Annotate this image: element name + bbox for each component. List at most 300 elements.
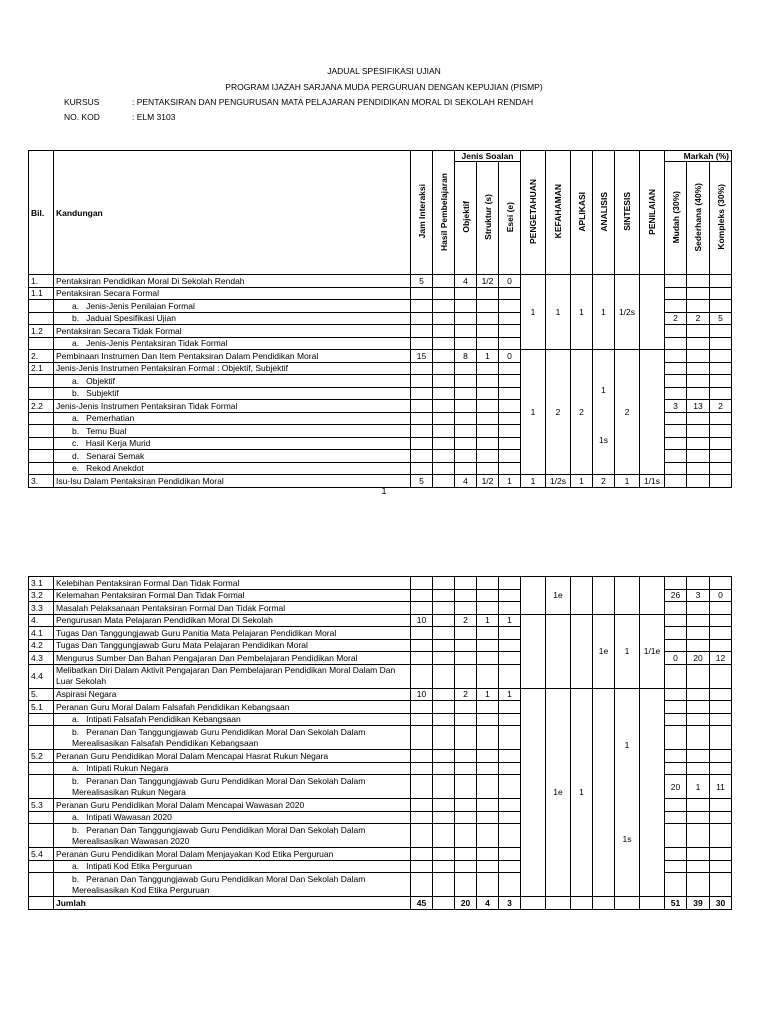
total-level xyxy=(593,897,615,910)
kompleks-value xyxy=(710,602,732,615)
row-content: Peranan Guru Moral Dalam Falsafah Pendidikan Kebangsaan xyxy=(54,701,411,714)
col-mudah: Mudah (30%) xyxy=(665,162,687,275)
struktur-value xyxy=(477,799,499,812)
jam-value xyxy=(411,799,433,812)
level-kef: 1 xyxy=(546,275,571,350)
struktur-value xyxy=(477,750,499,763)
level-apl xyxy=(571,614,593,688)
col-esei: Esei (e) xyxy=(499,162,521,275)
struktur-value xyxy=(477,589,499,602)
row-content: Masalah Pelaksanaan Pentaksiran Formal Dan Tidak Formal xyxy=(54,602,411,615)
level-peng xyxy=(521,577,546,615)
doc-title: JADUAL SPESIFIKASI UJIAN xyxy=(327,66,441,76)
esei-value: 0 xyxy=(499,275,521,288)
mudah-value xyxy=(665,425,687,438)
esei-value xyxy=(499,701,521,714)
row-content: Isu-Isu Dalam Pentaksiran Pendidikan Moral xyxy=(54,475,411,488)
row-number xyxy=(29,860,54,873)
row-content: b. Peranan Dan Tanggungjawab Guru Pendidikan Moral Dan Sekolah Dalam Merealisasikan Rukun Negara xyxy=(54,775,411,799)
row-content: Pengurusan Mata Pelajaran Pendidikan Moral Di Sekolah xyxy=(54,614,411,627)
kompleks-value xyxy=(710,287,732,300)
row-number xyxy=(29,873,54,897)
row-number xyxy=(29,450,54,463)
jam-value: 15 xyxy=(411,350,433,363)
sederhana-value xyxy=(687,325,710,338)
struktur-value xyxy=(477,300,499,313)
esei-value xyxy=(499,462,521,475)
esei-value xyxy=(499,287,521,300)
objektif-value xyxy=(455,577,477,590)
jam-value: 5 xyxy=(411,475,433,488)
mudah-value xyxy=(665,811,687,824)
esei-value xyxy=(499,824,521,848)
sederhana-value xyxy=(687,824,710,848)
total-sederhana: 39 xyxy=(687,897,710,910)
sederhana-value: 2 xyxy=(687,312,710,325)
mudah-value xyxy=(665,688,687,701)
hasil-value xyxy=(433,811,455,824)
hasil-value xyxy=(433,450,455,463)
sederhana-value: 3 xyxy=(687,589,710,602)
total-esei: 3 xyxy=(499,897,521,910)
kompleks-value xyxy=(710,577,732,590)
row-number: 4.2 xyxy=(29,639,54,652)
row-content: b. Subjektif xyxy=(54,387,411,400)
jam-value xyxy=(411,726,433,750)
jam-value xyxy=(411,750,433,763)
hasil-value xyxy=(433,614,455,627)
row-content: Mengurus Sumber Dan Bahan Pengajaran Dan Pembelajaran Pendidikan Moral xyxy=(54,652,411,665)
struktur-value xyxy=(477,312,499,325)
row-content: Tugas Dan Tanggungjawab Guru Panitia Mata Pelajaran Pendidikan Moral xyxy=(54,627,411,640)
struktur-value xyxy=(477,287,499,300)
objektif-value xyxy=(455,811,477,824)
struktur-value: 1 xyxy=(477,688,499,701)
program-name: PROGRAM IJAZAH SARJANA MUDA PERGURUAN DENGAN KEPUJIAN (PISMP) xyxy=(225,82,543,92)
mudah-value xyxy=(665,437,687,450)
cell-value: 1s xyxy=(622,834,632,845)
row-content: a. Intipati Kod Etika Perguruan xyxy=(54,860,411,873)
row-number: 2.2 xyxy=(29,400,54,413)
row-content: Jenis-Jenis Instrumen Pentaksiran Formal : Objektif, Subjektif xyxy=(54,362,411,375)
level-ana: 2 xyxy=(593,475,615,488)
kompleks-value xyxy=(710,337,732,350)
kursus-value: : PENTAKSIRAN DAN PENGURUSAN MATA PELAJARAN PENDIDIKAN MORAL DI SEKOLAH RENDAH xyxy=(132,97,534,107)
sederhana-value: 1 xyxy=(687,775,710,799)
objektif-value xyxy=(455,387,477,400)
hasil-value xyxy=(433,602,455,615)
hasil-value xyxy=(433,589,455,602)
jam-value xyxy=(411,860,433,873)
row-content: a. Intipati Falsafah Pendidikan Kebangsaan xyxy=(54,713,411,726)
row-content: Pentaksiran Secara Formal xyxy=(54,287,411,300)
esei-value xyxy=(499,811,521,824)
esei-value xyxy=(499,325,521,338)
jam-value xyxy=(411,387,433,400)
table-row xyxy=(29,688,732,701)
level-sin: 1 xyxy=(615,614,640,688)
sederhana-value xyxy=(687,425,710,438)
table-row xyxy=(29,350,732,363)
mudah-value xyxy=(665,614,687,627)
jam-value xyxy=(411,664,433,688)
kompleks-value xyxy=(710,701,732,714)
sederhana-value xyxy=(687,275,710,288)
cell-value: 1 xyxy=(624,740,630,751)
row-number xyxy=(29,762,54,775)
level-kef xyxy=(546,614,571,688)
row-number: 1.2 xyxy=(29,325,54,338)
row-number: 4.1 xyxy=(29,627,54,640)
row-number xyxy=(29,387,54,400)
kursus-label: KURSUS xyxy=(64,97,100,107)
esei-value xyxy=(499,450,521,463)
objektif-value xyxy=(455,312,477,325)
sederhana-value xyxy=(687,726,710,750)
sederhana-value xyxy=(687,811,710,824)
mudah-value xyxy=(665,300,687,313)
row-content: d. Senarai Semak xyxy=(54,450,411,463)
level-peng xyxy=(521,688,546,897)
objektif-value xyxy=(455,873,477,897)
objektif-value xyxy=(455,450,477,463)
struktur-value xyxy=(477,602,499,615)
jam-value xyxy=(411,312,433,325)
esei-value xyxy=(499,602,521,615)
total-level xyxy=(521,897,546,910)
table-row xyxy=(29,614,732,627)
hasil-value xyxy=(433,412,455,425)
spec-table-part1 xyxy=(28,150,732,488)
objektif-value xyxy=(455,750,477,763)
sederhana-value xyxy=(687,450,710,463)
kompleks-value xyxy=(710,450,732,463)
row-content: Aspirasi Negara xyxy=(54,688,411,701)
struktur-value xyxy=(477,775,499,799)
hasil-value xyxy=(433,688,455,701)
row-number: 1.1 xyxy=(29,287,54,300)
kompleks-value xyxy=(710,627,732,640)
mudah-value xyxy=(665,287,687,300)
objektif-value xyxy=(455,799,477,812)
sederhana-value xyxy=(687,688,710,701)
sederhana-value xyxy=(687,614,710,627)
mudah-value xyxy=(665,387,687,400)
jam-value xyxy=(411,602,433,615)
sederhana-value xyxy=(687,577,710,590)
row-number: 4. xyxy=(29,614,54,627)
sederhana-value xyxy=(687,627,710,640)
objektif-value xyxy=(455,337,477,350)
total-label: Jumlah xyxy=(54,897,411,910)
row-content: Pentaksiran Secara Tidak Formal xyxy=(54,325,411,338)
jam-value xyxy=(411,337,433,350)
level-pen xyxy=(640,688,665,897)
row-number xyxy=(29,726,54,750)
struktur-value xyxy=(477,824,499,848)
row-number xyxy=(29,713,54,726)
jam-value: 10 xyxy=(411,688,433,701)
hasil-value xyxy=(433,824,455,848)
kompleks-value xyxy=(710,811,732,824)
sederhana-value xyxy=(687,860,710,873)
kompleks-value: 5 xyxy=(710,312,732,325)
hasil-value xyxy=(433,726,455,750)
mudah-value xyxy=(665,639,687,652)
struktur-value xyxy=(477,325,499,338)
row-number: 3.2 xyxy=(29,589,54,602)
objektif-value xyxy=(455,652,477,665)
esei-value xyxy=(499,750,521,763)
jam-value xyxy=(411,848,433,861)
level-apl xyxy=(571,577,593,615)
kompleks-value xyxy=(710,824,732,848)
level-ana xyxy=(593,688,615,897)
level-sin: 1 xyxy=(615,475,640,488)
row-number: 5.2 xyxy=(29,750,54,763)
row-content: Peranan Guru Pendidikan Moral Dalam Mencapai Wawasan 2020 xyxy=(54,799,411,812)
esei-value xyxy=(499,577,521,590)
struktur-value xyxy=(477,437,499,450)
level-sin xyxy=(615,688,640,897)
kompleks-value xyxy=(710,762,732,775)
level-ana xyxy=(593,577,615,615)
hasil-value xyxy=(433,387,455,400)
hasil-value xyxy=(433,627,455,640)
hasil-value xyxy=(433,312,455,325)
kompleks-value: 2 xyxy=(710,400,732,413)
esei-value: 0 xyxy=(499,350,521,363)
hasil-value xyxy=(433,750,455,763)
row-number: 4.3 xyxy=(29,652,54,665)
row-content: b. Peranan Dan Tanggungjawab Guru Pendidikan Moral Dan Sekolah Dalam Merealisasikan Falsafah Pendidikan Kebangsaan xyxy=(54,726,411,750)
kompleks-value xyxy=(710,375,732,388)
esei-value xyxy=(499,848,521,861)
esei-value xyxy=(499,726,521,750)
sederhana-value xyxy=(687,762,710,775)
level-peng xyxy=(521,614,546,688)
kompleks-value: 0 xyxy=(710,589,732,602)
hasil-value xyxy=(433,337,455,350)
level-apl: 1 xyxy=(571,275,593,350)
mudah-value xyxy=(665,275,687,288)
jam-value xyxy=(411,577,433,590)
level-pen xyxy=(640,577,665,615)
objektif-value xyxy=(455,325,477,338)
jam-value xyxy=(411,627,433,640)
struktur-value xyxy=(477,873,499,897)
esei-value: 1 xyxy=(499,614,521,627)
mudah-value: 2 xyxy=(665,312,687,325)
kompleks-value xyxy=(710,437,732,450)
total-level xyxy=(571,897,593,910)
esei-value xyxy=(499,375,521,388)
jam-value xyxy=(411,811,433,824)
hasil-value xyxy=(433,462,455,475)
struktur-value xyxy=(477,860,499,873)
objektif-value: 4 xyxy=(455,475,477,488)
kod-label: NO. KOD xyxy=(64,112,100,122)
objektif-value xyxy=(455,400,477,413)
sederhana-value xyxy=(687,848,710,861)
sederhana-value xyxy=(687,664,710,688)
jam-value xyxy=(411,873,433,897)
row-number xyxy=(29,425,54,438)
level-kef: 1e xyxy=(546,688,571,897)
mudah-value xyxy=(665,412,687,425)
col-hasil: Hasil Pembelajaran xyxy=(433,151,455,275)
level-pen xyxy=(640,350,665,475)
total-level xyxy=(640,897,665,910)
level-peng: 1 xyxy=(521,475,546,488)
jam-value xyxy=(411,375,433,388)
mudah-value xyxy=(665,375,687,388)
level-sin xyxy=(615,577,640,615)
mudah-value: 3 xyxy=(665,400,687,413)
struktur-value xyxy=(477,400,499,413)
total-mudah: 51 xyxy=(665,897,687,910)
struktur-value xyxy=(477,726,499,750)
kompleks-value: 12 xyxy=(710,652,732,665)
sederhana-value: 13 xyxy=(687,400,710,413)
struktur-value xyxy=(477,639,499,652)
jam-value xyxy=(411,325,433,338)
row-content: Kelemahan Pentaksiran Formal Dan Tidak Formal xyxy=(54,589,411,602)
kompleks-value xyxy=(710,425,732,438)
struktur-value xyxy=(477,450,499,463)
mudah-value xyxy=(665,462,687,475)
kompleks-value xyxy=(710,713,732,726)
objektif-value xyxy=(455,287,477,300)
mudah-value xyxy=(665,713,687,726)
kompleks-value xyxy=(710,873,732,897)
mudah-value xyxy=(665,848,687,861)
level-ana: 1 xyxy=(593,275,615,350)
level-ana xyxy=(593,350,615,475)
struktur-value xyxy=(477,337,499,350)
cell-value: 1s xyxy=(599,435,608,445)
mudah-value xyxy=(665,799,687,812)
jam-value xyxy=(411,300,433,313)
col-bil: Bil. xyxy=(29,151,54,275)
row-number: 2.1 xyxy=(29,362,54,375)
row-number: 3. xyxy=(29,475,54,488)
row-content: Pentaksiran Pendidikan Moral Di Sekolah Rendah xyxy=(54,275,411,288)
jam-value: 10 xyxy=(411,614,433,627)
struktur-value xyxy=(477,577,499,590)
hasil-value xyxy=(433,639,455,652)
total-kompleks: 30 xyxy=(710,897,732,910)
esei-value xyxy=(499,664,521,688)
struktur-value xyxy=(477,412,499,425)
level-peng: 1 xyxy=(521,350,546,475)
hasil-value xyxy=(433,775,455,799)
sederhana-value xyxy=(687,300,710,313)
sederhana-value xyxy=(687,350,710,363)
hasil-value xyxy=(433,577,455,590)
esei-value: 1 xyxy=(499,688,521,701)
total-jam: 45 xyxy=(411,897,433,910)
jam-value xyxy=(411,775,433,799)
kompleks-value xyxy=(710,688,732,701)
row-number: 5.3 xyxy=(29,799,54,812)
row-content: a. Jenis-Jenis Pentaksiran Tidak Formal xyxy=(54,337,411,350)
sederhana-value xyxy=(687,713,710,726)
struktur-value xyxy=(477,762,499,775)
kompleks-value xyxy=(710,362,732,375)
mudah-value xyxy=(665,750,687,763)
struktur-value xyxy=(477,387,499,400)
jam-value xyxy=(411,762,433,775)
row-content: Peranan Guru Pendidikan Moral Dalam Mencapai Hasrat Rukun Negara xyxy=(54,750,411,763)
header-row xyxy=(29,151,732,162)
objektif-value: 2 xyxy=(455,688,477,701)
jam-value xyxy=(411,450,433,463)
row-content: a. Objektif xyxy=(54,375,411,388)
row-content: e. Rekod Anekdot xyxy=(54,462,411,475)
row-content: Peranan Guru Pendidikan Moral Dalam Menjayakan Kod Etika Perguruan xyxy=(54,848,411,861)
level-sin: 1/2s xyxy=(615,275,640,350)
cell-value: 1 xyxy=(601,385,606,395)
esei-value xyxy=(499,412,521,425)
sederhana-value: 20 xyxy=(687,652,710,665)
mudah-value xyxy=(665,627,687,640)
mudah-value: 0 xyxy=(665,652,687,665)
hasil-value xyxy=(433,860,455,873)
row-number xyxy=(29,300,54,313)
col-markah: Markah (%) xyxy=(665,151,732,162)
esei-value xyxy=(499,762,521,775)
row-content: Tugas Dan Tanggungjawab Guru Mata Pelajaran Pendidikan Moral xyxy=(54,639,411,652)
col-aplikasi: APLIKASI xyxy=(571,151,593,275)
mudah-value xyxy=(665,362,687,375)
kompleks-value xyxy=(710,300,732,313)
objektif-value xyxy=(455,762,477,775)
objektif-value xyxy=(455,860,477,873)
mudah-value xyxy=(665,350,687,363)
struktur-value xyxy=(477,701,499,714)
objektif-value xyxy=(455,375,477,388)
esei-value xyxy=(499,337,521,350)
row-number xyxy=(29,462,54,475)
hasil-value xyxy=(433,400,455,413)
objektif-value xyxy=(455,437,477,450)
col-penilaian: PENILAIAN xyxy=(640,151,665,275)
kompleks-value xyxy=(710,848,732,861)
row-number xyxy=(29,437,54,450)
objektif-value xyxy=(455,412,477,425)
esei-value xyxy=(499,652,521,665)
mudah-value: 26 xyxy=(665,589,687,602)
row-number: 5. xyxy=(29,688,54,701)
objektif-value xyxy=(455,425,477,438)
col-kefahaman: KEFAHAMAN xyxy=(546,151,571,275)
hasil-value xyxy=(433,325,455,338)
sederhana-value xyxy=(687,362,710,375)
row-content: Kelebihan Pentaksiran Formal Dan Tidak Formal xyxy=(54,577,411,590)
level-sin: 2 xyxy=(615,350,640,475)
mudah-value xyxy=(665,325,687,338)
row-number xyxy=(29,811,54,824)
kompleks-value xyxy=(710,664,732,688)
row-content: b. Peranan Dan Tanggungjawab Guru Pendidikan Moral Dan Sekolah Dalam Merealisasikan Wawasan 2020 xyxy=(54,824,411,848)
level-pen: 1/1e xyxy=(640,614,665,688)
row-content: b. Peranan Dan Tanggungjawab Guru Pendidikan Moral Dan Sekolah Dalam Merealisasikan Kod Etika Perguruan xyxy=(54,873,411,897)
objektif-value xyxy=(455,627,477,640)
esei-value xyxy=(499,627,521,640)
hasil-value xyxy=(433,652,455,665)
row-content: Jenis-Jenis Instrumen Pentaksiran Tidak Formal xyxy=(54,400,411,413)
